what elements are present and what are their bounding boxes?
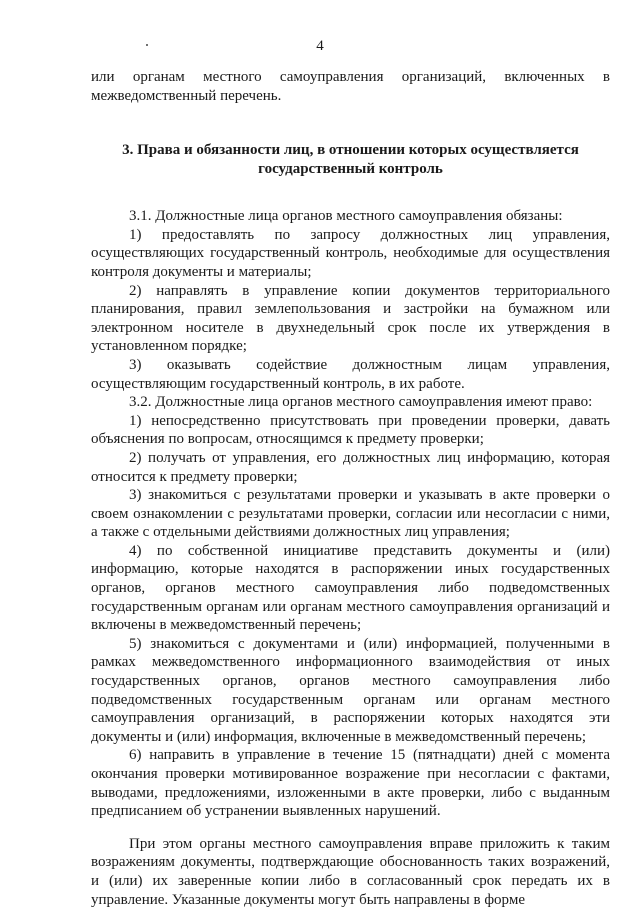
paragraph-objection-documents: При этом органы местного самоуправления вправе приложить к таким возражениям документы, подтверждающие обоснованность таких возражений, и (или) их заверенные копии либо в согласованный срок передать их в управление. Указанные документы могут быть направлены в форме: [91, 835, 610, 908]
section-title: 3. Права и обязанности лиц, в отношении которых осуществляется государственный контроль: [122, 142, 579, 178]
paragraph-3-1: 3.1. Должностные лица органов местного самоуправления обязаны:: [129, 208, 563, 225]
paragraph-3-1-item-3: 3) оказывать содействие должностным лицам управления, осуществляющим государственный контроль, в их работе.: [91, 356, 610, 392]
intro-paragraph: или органам местного самоуправления организаций, включенных в межведомственный перечень.: [91, 69, 610, 104]
paragraph-3-2-item-6: 6) направить в управление в течение 15 (пятнадцати) дней с момента окончания проверки мотивированное возражение при несогласии с фактами, выводами, предложениями, изложенными в акте проверки, либо с выданным предписанием об устранении выявленных нарушений.: [91, 747, 610, 820]
document-body: [91, 68, 610, 909]
paragraph-3-1-item-1: 1) предоставлять по запросу должностных лиц управления, осуществляющих государственный контроль, необходимые для осуществления контроля документы и материалы;: [91, 226, 610, 280]
paragraph-3-2-item-2: 2) получать от управления, его должностных лиц информацию, которая относится к предмету проверки;: [91, 449, 610, 485]
page-number: 4: [316, 38, 324, 54]
paragraph-3-2: 3.2. Должностные лица органов местного самоуправления имеют право:: [129, 394, 593, 411]
paragraph-3-2-item-5: 5) знакомиться с документами и (или) информацией, полученными в рамках межведомственного информационного взаимодействия от иных государственных органов, органов местного самоуправления либо подведомственных государственным органам или органам местного самоуправления организаций, в распоряжении которых находятся эти документы и (или) информация, включенные в межведомственный перечень;: [91, 635, 610, 745]
paragraph-3-1-item-2: 2) направлять в управление копии документов территориального планирования, правил землепользования и застройки на бумажном или электронном носителе в двухнедельный срок после их утверждения в установленном порядке;: [91, 282, 610, 355]
paragraph-3-2-item-3: 3) знакомиться с результатами проверки и указывать в акте проверки о своем ознакомлении с результатами проверки, согласии или несогласии с ними, а также с отдельными действиями должностных лиц управления;: [91, 487, 610, 541]
paragraph-3-2-item-1: 1) непосредственно присутствовать при проведении проверки, давать объяснения по вопросам, относящимся к предмету проверки;: [91, 412, 610, 448]
paragraph-3-2-item-4: 4) по собственной инициативе представить документы и (или) информацию, которые находятся в распоряжении иных государственных органов, органов местного самоуправления либо подведомственных государственным органам или органам местного самоуправления организаций и включены в межведомственный перечень;: [91, 542, 610, 634]
